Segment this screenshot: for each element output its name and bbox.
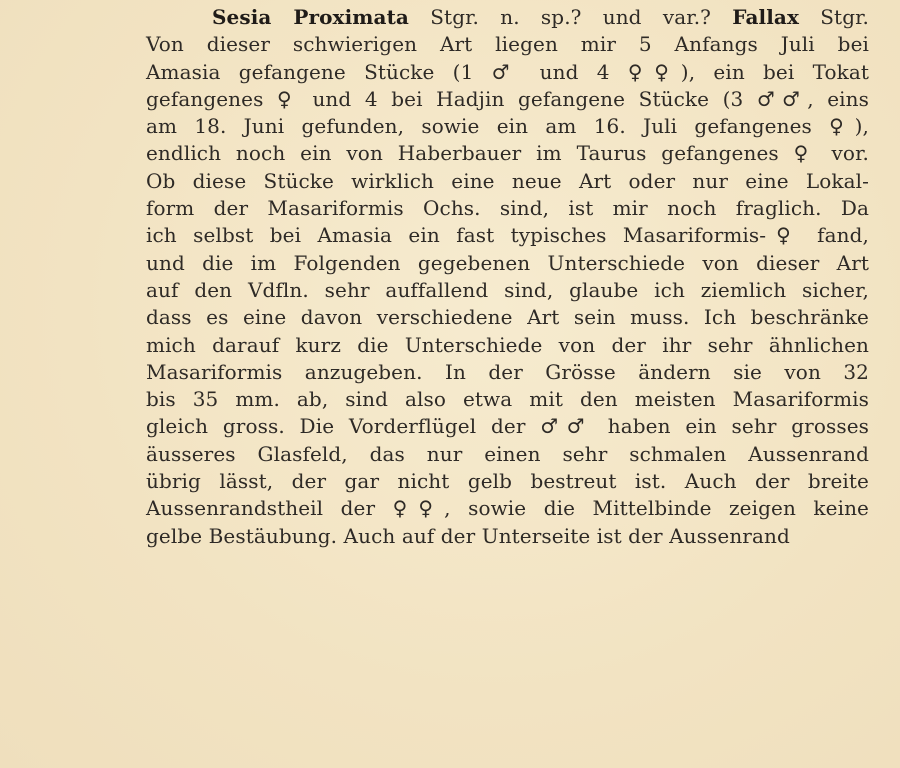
text-line: Masariformis anzugeben. In der Grösse ändern sie von 32 (146, 359, 869, 384)
text-line: am 18. Juni gefunden, sowie ein am 16. Juli gefangenes ♀), (146, 114, 869, 139)
text-line: äusseres Glasfeld, das nur einen sehr schmalen Aussenrand (146, 441, 869, 466)
text-line: form der Masariformis Ochs. sind, ist mir noch fraglich. Da (146, 196, 869, 221)
species-author: Stgr. n. sp.? und var.? (430, 5, 711, 29)
variety-name: Fallax (732, 5, 799, 29)
text-line: Ob diese Stücke wirklich eine neue Art oder nur eine Lokal- (146, 168, 869, 193)
text-line: ich selbst bei Amasia ein fast typisches Masariformis-♀ fand, (146, 223, 869, 248)
text-line: Aussenrandstheil der ♀♀, sowie die Mittelbinde zeigen keine (146, 496, 869, 521)
text-line: mich darauf kurz die Unterschiede von der ihr sehr ähnlichen (146, 332, 869, 357)
text-line: gefangenes ♀ und 4 bei Hadjin gefangene Stücke (3 ♂♂, eins (146, 86, 869, 111)
variety-author: Stgr. (820, 5, 870, 29)
text-line: gleich gross. Die Vorderflügel der ♂♂ haben ein sehr grosses (146, 414, 869, 439)
text-line: Von dieser schwierigen Art liegen mir 5 Anfangs Juli bei (146, 32, 869, 57)
text-block (146, 4, 869, 550)
text-line: übrig lässt, der gar nicht gelb bestreut ist. Auch der breite (146, 469, 869, 494)
text-line: bis 35 mm. ab, sind also etwa mit den meisten Masariformis (146, 387, 869, 412)
text-line: auf den Vdfln. sehr auffallend sind, glaube ich ziemlich sicher, (146, 277, 869, 302)
species-name: Sesia Proximata (212, 5, 409, 29)
text-line: endlich noch ein von Haberbauer im Taurus gefangenes ♀ vor. (146, 141, 869, 166)
text-line: Amasia gefangene Stücke (1 ♂ und 4 ♀♀), ein bei Tokat (146, 59, 869, 84)
text-line: und die im Folgenden gegebenen Unterschiede von dieser Art (146, 250, 869, 275)
text-line-1 (146, 4, 869, 31)
text-line: dass es eine davon verschiedene Art sein muss. Ich beschränke (146, 305, 869, 330)
text-line: gelbe Bestäubung. Auch auf der Unterseite ist der Aussenrand (146, 523, 790, 548)
